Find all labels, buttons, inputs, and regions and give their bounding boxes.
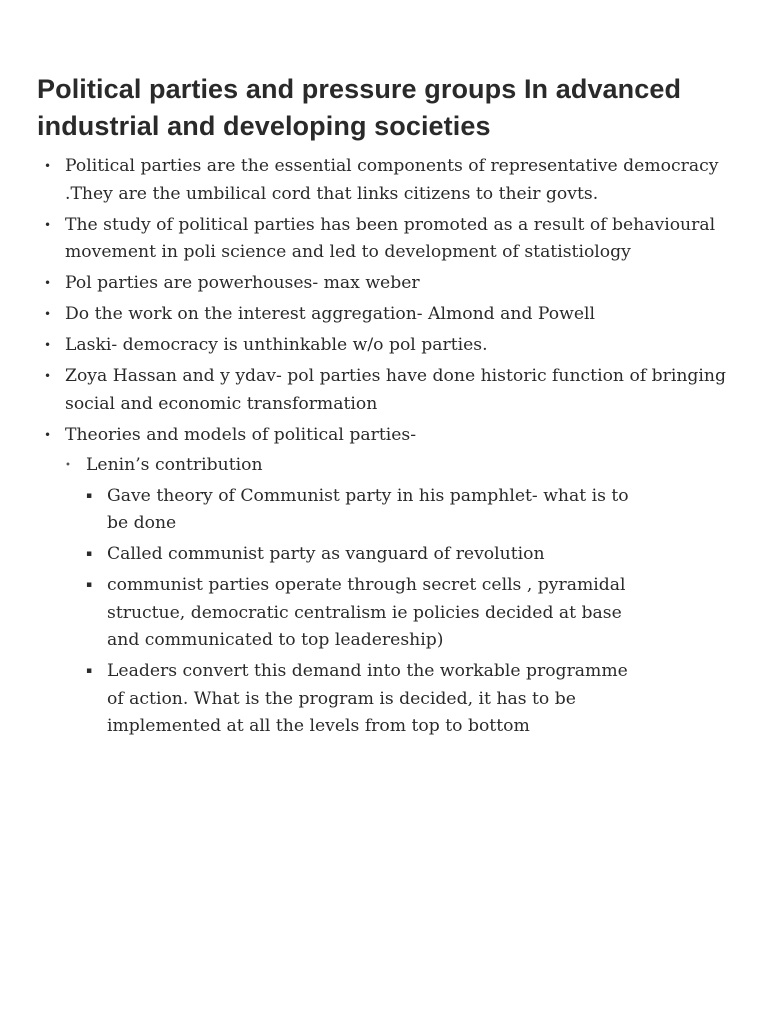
list-item-text: Zoya Hassan and y ydav- pol parties have done historic function of bringing social and economic transformation [65, 366, 726, 414]
list-item [0, 153, 768, 208]
square-bullet-icon: ▪ [86, 580, 93, 590]
page-title: Political parties and pressure groups In advanced industrial and developing societies [37, 74, 682, 141]
list-item [0, 212, 768, 267]
list-item [0, 363, 768, 418]
list-item-text: communist parties operate through secret cells , pyramidal structue, democratic centralism ie policies decided at base and communicated to top leadereship) [107, 575, 626, 650]
list-item-text: Laski- democracy is unthinkable w/o pol parties. [65, 335, 488, 355]
list-item [0, 270, 768, 298]
list-item [0, 332, 768, 360]
list-item [0, 658, 688, 741]
list-item [0, 422, 768, 741]
bullet-list [0, 153, 768, 741]
list-item-text: The study of political parties has been promoted as a result of behavioural movement in poli science and led to development of statistiology [65, 214, 716, 262]
list-item-text: Leaders convert this demand into the workable programme of action. What is the program is decided, it has to be implemented at all the levels from top to bottom [107, 661, 628, 736]
hollow-bullet-icon: • [65, 460, 71, 471]
list-item [0, 483, 688, 538]
bullet-icon: • [44, 159, 52, 173]
nested-list [0, 483, 688, 741]
list-item-text: Gave theory of Communist party in his pamphlet- what is to be done [107, 485, 629, 533]
list-item-text: Do the work on the interest aggregation- Almond and Powell [65, 304, 596, 324]
list-item [0, 572, 688, 655]
list-item-text: Pol parties are powerhouses- max weber [65, 273, 420, 293]
bullet-icon: • [44, 217, 52, 232]
bullet-icon: • [44, 276, 52, 290]
list-item-text: Called communist party as vanguard of revolution [107, 544, 545, 564]
bullet-icon: • [44, 307, 52, 321]
bullet-icon: • [44, 369, 52, 383]
list-item [0, 452, 728, 741]
list-item-text: Political parties are the essential components of representative democracy .They are the umbilical cord that links citizens to their govts. [65, 156, 719, 204]
bullet-icon: • [44, 338, 52, 352]
nested-list [0, 452, 728, 741]
list-item [0, 301, 768, 329]
list-item-text: Lenin’s contribution [86, 455, 263, 475]
list-item-text: Theories and models of political parties- [65, 424, 417, 445]
square-bullet-icon: ▪ [86, 549, 93, 559]
square-bullet-icon: ▪ [86, 490, 93, 501]
list-item [0, 541, 688, 569]
notes-body [0, 153, 768, 744]
square-bullet-icon: ▪ [86, 666, 93, 676]
bullet-icon: • [44, 427, 52, 442]
